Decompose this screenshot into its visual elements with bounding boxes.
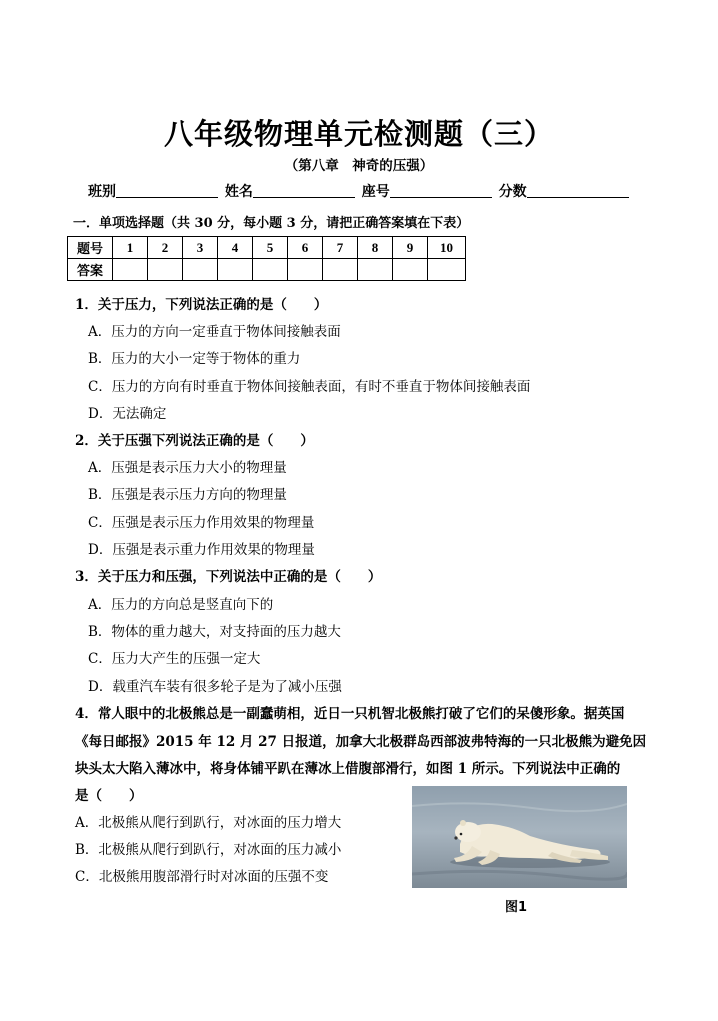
name-field[interactable]: [253, 183, 355, 198]
score-label: 分数: [498, 184, 527, 200]
question-4-option-a: A．北极熊从爬行到趴行，对冰面的压力增大: [75, 815, 342, 831]
page-title: 八年级物理单元检测题（三）: [163, 117, 554, 151]
question-number-cell: 3: [183, 237, 218, 259]
seat-field[interactable]: [390, 183, 492, 198]
score-field[interactable]: [527, 183, 629, 198]
question-2-stem: 2．关于压强下列说法正确的是（ ）: [75, 433, 314, 449]
question-2-option-a: A．压强是表示压力大小的物理量: [88, 460, 287, 476]
question-number-label: 题号: [68, 237, 113, 259]
question-2-option-d: D．压强是表示重力作用效果的物理量: [88, 542, 315, 558]
answer-table-header-row: [68, 237, 466, 259]
question-1-option-a: A．压力的方向一定垂直于物体间接触表面: [88, 324, 341, 340]
answer-cell[interactable]: [323, 259, 358, 281]
answer-cell[interactable]: [113, 259, 148, 281]
question-4-stem-line: 块头太大陷入薄冰中，将身体铺平趴在薄冰上借腹部滑行，如图 1 所示。下列说法中正确的: [75, 761, 621, 777]
question-1-option-b: B．压力的大小一定等于物体的重力: [88, 351, 301, 367]
class-label: 班别: [88, 184, 116, 200]
question-2-option-b: B．压强是表示压力方向的物理量: [88, 487, 287, 503]
figure-caption: 图1: [505, 900, 528, 915]
question-number-cell: 1: [113, 237, 148, 259]
question-1-stem: 1．关于压力，下列说法正确的是（ ）: [75, 297, 328, 313]
question-4-option-b: B．北极熊从爬行到趴行，对冰面的压力减小: [75, 842, 342, 858]
question-4-stem-line: 《每日邮报》2015 年 12 月 27 日报道，加拿大北极群岛西部波弗特海的一只北极熊为避免因: [75, 734, 647, 750]
question-4-stem-line: 是（ ）: [75, 788, 143, 804]
answer-table-answer-row: [68, 259, 466, 281]
question-3-option-c: C．压力大产生的压强一定大: [88, 651, 261, 667]
question-1-option-c: C．压力的方向有时垂直于物体间接触表面，有时不垂直于物体间接触表面: [88, 379, 531, 395]
answer-cell[interactable]: [428, 259, 466, 281]
answer-cell[interactable]: [358, 259, 393, 281]
page-subtitle: （第八章 神奇的压强）: [284, 158, 434, 174]
question-3-option-b: B．物体的重力越大，对支持面的压力越大: [88, 624, 341, 640]
class-field[interactable]: [116, 183, 218, 198]
question-number-cell: 4: [218, 237, 253, 259]
name-label: 姓名: [224, 184, 253, 200]
question-3-option-d: D．载重汽车装有很多轮子是为了减小压强: [88, 679, 342, 695]
polar-bear-photo: [412, 786, 627, 888]
answer-table: [67, 236, 466, 281]
answer-cell[interactable]: [253, 259, 288, 281]
polar-bear-icon: [412, 786, 627, 888]
section-heading: 一．单项选择题（共 30 分，每小题 3 分，请把正确答案填在下表）: [73, 216, 470, 231]
answer-cell[interactable]: [393, 259, 428, 281]
question-number-cell: 9: [393, 237, 428, 259]
answer-cell[interactable]: [148, 259, 183, 281]
question-1-option-d: D．无法确定: [88, 406, 167, 422]
answer-label: 答案: [68, 259, 113, 281]
question-4-stem-line: 4．常人眼中的北极熊总是一副蠢萌相，近日一只机智北极熊打破了它们的呆傻形象。据英国: [75, 706, 625, 722]
question-number-cell: 8: [358, 237, 393, 259]
question-number-cell: 7: [323, 237, 358, 259]
question-number-cell: 10: [428, 237, 466, 259]
answer-cell[interactable]: [183, 259, 218, 281]
question-3-option-a: A．压力的方向总是竖直向下的: [88, 597, 274, 613]
question-number-cell: 2: [148, 237, 183, 259]
question-2-option-c: C．压强是表示压力作用效果的物理量: [88, 515, 315, 531]
student-info-row: [88, 181, 631, 201]
question-number-cell: 5: [253, 237, 288, 259]
question-3-stem: 3．关于压力和压强，下列说法中正确的是（ ）: [75, 569, 382, 585]
seat-label: 座号: [361, 184, 390, 200]
answer-cell[interactable]: [218, 259, 253, 281]
question-number-cell: 6: [288, 237, 323, 259]
answer-cell[interactable]: [288, 259, 323, 281]
question-4-option-c: C．北极熊用腹部滑行时对冰面的压强不变: [75, 869, 329, 885]
